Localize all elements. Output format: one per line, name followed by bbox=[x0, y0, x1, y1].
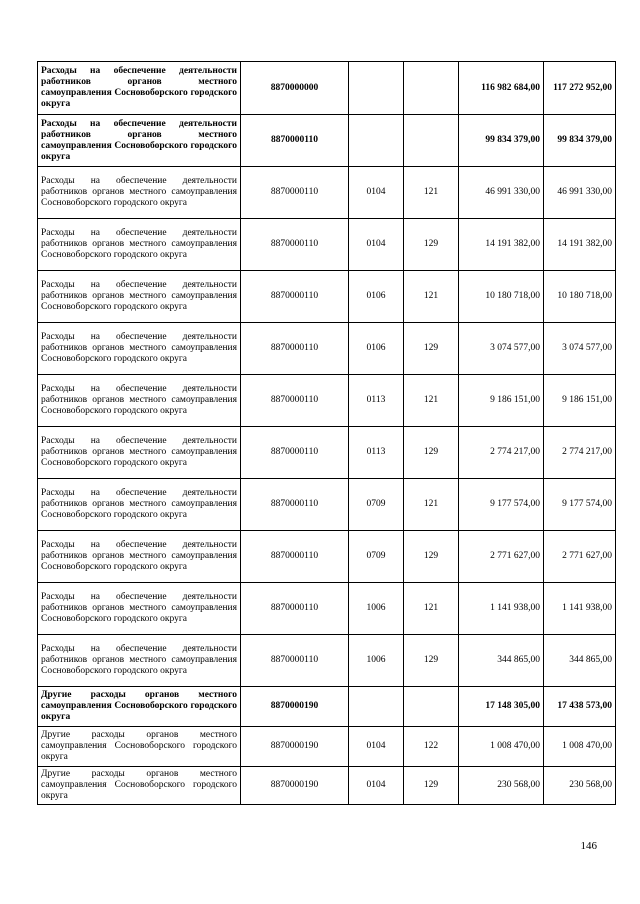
expense-name: Расходы на обеспечение деятельности работников органов местного самоуправления Сосновоборского городского округа bbox=[38, 479, 241, 531]
amount-year-1: 2 771 627,00 bbox=[459, 531, 544, 583]
expense-name: Расходы на обеспечение деятельности работников органов местного самоуправления Сосновоборского городского округа bbox=[38, 375, 241, 427]
section-code: 0104 bbox=[349, 219, 404, 271]
amount-year-1: 9 186 151,00 bbox=[459, 375, 544, 427]
expense-type-code: 129 bbox=[404, 219, 459, 271]
target-code: 8870000190 bbox=[241, 727, 349, 767]
table-row bbox=[38, 687, 616, 727]
expense-type-code: 129 bbox=[404, 531, 459, 583]
target-code: 8870000110 bbox=[241, 219, 349, 271]
section-code bbox=[349, 687, 404, 727]
section-code: 0106 bbox=[349, 323, 404, 375]
amount-year-2: 1 141 938,00 bbox=[544, 583, 616, 635]
table-row bbox=[38, 427, 616, 479]
expense-type-code: 129 bbox=[404, 323, 459, 375]
section-code: 0104 bbox=[349, 767, 404, 805]
target-code: 8870000110 bbox=[241, 635, 349, 687]
amount-year-1: 17 148 305,00 bbox=[459, 687, 544, 727]
amount-year-1: 46 991 330,00 bbox=[459, 167, 544, 219]
expense-name: Расходы на обеспечение деятельности работников органов местного самоуправления Сосновоборского городского округа bbox=[38, 167, 241, 219]
amount-year-1: 1 008 470,00 bbox=[459, 727, 544, 767]
table-row bbox=[38, 727, 616, 767]
amount-year-2: 99 834 379,00 bbox=[544, 115, 616, 167]
amount-year-1: 1 141 938,00 bbox=[459, 583, 544, 635]
amount-year-1: 3 074 577,00 bbox=[459, 323, 544, 375]
section-code: 0104 bbox=[349, 167, 404, 219]
section-code: 0104 bbox=[349, 727, 404, 767]
amount-year-2: 117 272 952,00 bbox=[544, 62, 616, 115]
amount-year-2: 9 177 574,00 bbox=[544, 479, 616, 531]
table-row bbox=[38, 167, 616, 219]
amount-year-2: 344 865,00 bbox=[544, 635, 616, 687]
table-row bbox=[38, 531, 616, 583]
expense-type-code: 129 bbox=[404, 635, 459, 687]
amount-year-2: 10 180 718,00 bbox=[544, 271, 616, 323]
target-code: 8870000110 bbox=[241, 323, 349, 375]
section-code: 1006 bbox=[349, 635, 404, 687]
expense-name: Расходы на обеспечение деятельности работников органов местного самоуправления Сосновоборского городского округа bbox=[38, 427, 241, 479]
target-code: 8870000110 bbox=[241, 583, 349, 635]
expense-type-code: 129 bbox=[404, 767, 459, 805]
amount-year-2: 1 008 470,00 bbox=[544, 727, 616, 767]
target-code: 8870000110 bbox=[241, 531, 349, 583]
expense-name: Расходы на обеспечение деятельности работников органов местного самоуправления Сосновоборского городского округа bbox=[38, 115, 241, 167]
amount-year-1: 344 865,00 bbox=[459, 635, 544, 687]
amount-year-2: 230 568,00 bbox=[544, 767, 616, 805]
amount-year-1: 10 180 718,00 bbox=[459, 271, 544, 323]
target-code: 8870000110 bbox=[241, 271, 349, 323]
target-code: 8870000190 bbox=[241, 687, 349, 727]
expense-type-code: 122 bbox=[404, 727, 459, 767]
section-code: 0709 bbox=[349, 531, 404, 583]
table-row bbox=[38, 583, 616, 635]
table-row bbox=[38, 767, 616, 805]
section-code: 0106 bbox=[349, 271, 404, 323]
target-code: 8870000110 bbox=[241, 167, 349, 219]
amount-year-1: 116 982 684,00 bbox=[459, 62, 544, 115]
budget-table bbox=[37, 61, 616, 805]
expense-name: Другие расходы органов местного самоуправления Сосновоборского городского округа bbox=[38, 767, 241, 805]
expense-name: Расходы на обеспечение деятельности работников органов местного самоуправления Сосновоборского городского округа bbox=[38, 323, 241, 375]
amount-year-1: 14 191 382,00 bbox=[459, 219, 544, 271]
target-code: 8870000110 bbox=[241, 479, 349, 531]
table-row bbox=[38, 62, 616, 115]
table-row bbox=[38, 635, 616, 687]
amount-year-2: 14 191 382,00 bbox=[544, 219, 616, 271]
section-code: 0113 bbox=[349, 427, 404, 479]
section-code: 0113 bbox=[349, 375, 404, 427]
expense-type-code bbox=[404, 687, 459, 727]
expense-type-code: 121 bbox=[404, 167, 459, 219]
expense-name: Расходы на обеспечение деятельности работников органов местного самоуправления Сосновоборского городского округа bbox=[38, 219, 241, 271]
expense-name: Расходы на обеспечение деятельности работников органов местного самоуправления Сосновоборского городского округа bbox=[38, 62, 241, 115]
section-code bbox=[349, 62, 404, 115]
expense-type-code: 121 bbox=[404, 271, 459, 323]
table-row bbox=[38, 375, 616, 427]
amount-year-1: 2 774 217,00 bbox=[459, 427, 544, 479]
expense-type-code: 121 bbox=[404, 375, 459, 427]
amount-year-2: 46 991 330,00 bbox=[544, 167, 616, 219]
expense-type-code: 129 bbox=[404, 427, 459, 479]
expense-type-code: 121 bbox=[404, 583, 459, 635]
expense-name: Расходы на обеспечение деятельности работников органов местного самоуправления Сосновоборского городского округа bbox=[38, 531, 241, 583]
target-code: 8870000110 bbox=[241, 375, 349, 427]
section-code bbox=[349, 115, 404, 167]
expense-type-code: 121 bbox=[404, 479, 459, 531]
table-row bbox=[38, 479, 616, 531]
amount-year-2: 2 771 627,00 bbox=[544, 531, 616, 583]
table-row bbox=[38, 323, 616, 375]
expense-name: Другие расходы органов местного самоуправления Сосновоборского городского округа bbox=[38, 727, 241, 767]
page-number: 146 bbox=[580, 840, 597, 852]
target-code: 8870000110 bbox=[241, 427, 349, 479]
amount-year-1: 9 177 574,00 bbox=[459, 479, 544, 531]
expense-name: Расходы на обеспечение деятельности работников органов местного самоуправления Сосновоборского городского округа bbox=[38, 271, 241, 323]
amount-year-1: 230 568,00 bbox=[459, 767, 544, 805]
budget-table-body bbox=[38, 62, 616, 805]
section-code: 0709 bbox=[349, 479, 404, 531]
expense-type-code bbox=[404, 115, 459, 167]
amount-year-2: 9 186 151,00 bbox=[544, 375, 616, 427]
target-code: 8870000190 bbox=[241, 767, 349, 805]
table-row bbox=[38, 271, 616, 323]
expense-name: Другие расходы органов местного самоуправления Сосновоборского городского округа bbox=[38, 687, 241, 727]
expense-name: Расходы на обеспечение деятельности работников органов местного самоуправления Сосновоборского городского округа bbox=[38, 583, 241, 635]
amount-year-2: 2 774 217,00 bbox=[544, 427, 616, 479]
target-code: 8870000110 bbox=[241, 115, 349, 167]
table-row bbox=[38, 219, 616, 271]
section-code: 1006 bbox=[349, 583, 404, 635]
expense-type-code bbox=[404, 62, 459, 115]
target-code: 8870000000 bbox=[241, 62, 349, 115]
amount-year-2: 17 438 573,00 bbox=[544, 687, 616, 727]
amount-year-2: 3 074 577,00 bbox=[544, 323, 616, 375]
expense-name: Расходы на обеспечение деятельности работников органов местного самоуправления Сосновоборского городского округа bbox=[38, 635, 241, 687]
table-row bbox=[38, 115, 616, 167]
amount-year-1: 99 834 379,00 bbox=[459, 115, 544, 167]
